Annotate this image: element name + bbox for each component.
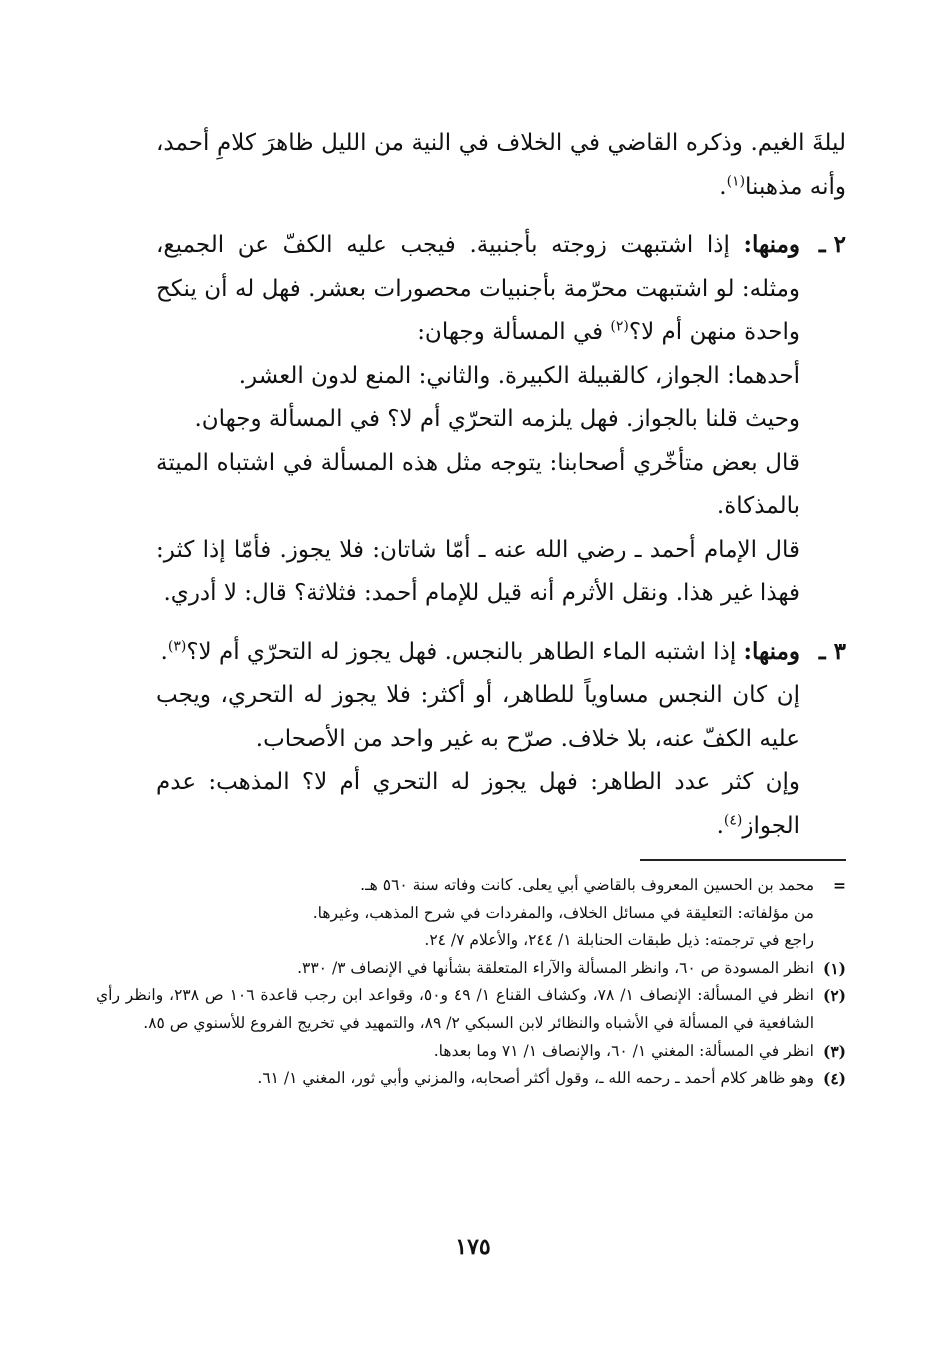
footnote-ref[interactable]: (٣) <box>167 637 187 654</box>
main-text <box>156 122 846 848</box>
item-paragraph: وإن كثر عدد الطاهر: فهل يجوز له التحري أم لا؟ المذهب: عدم الجواز$^{(٤)}$. <box>156 769 800 839</box>
item-number: ٢ ـ <box>818 231 846 258</box>
footnote-2 <box>96 982 846 1037</box>
footnote-divider <box>640 859 846 861</box>
footnote-line: انظر في المسألة: الإنصاف ١/ ٧٨، وكشاف القناع ١/ ٤٩ و٥٠، وقواعد ابن رجب قاعدة ١٠٦ ص ٢٣٨، وانظر رأي الشافعية في المسألة في الأشباه والنظائر لابن السبكي ٢/ ٨٩، والتمهيد في تخريج الفروع للأسنوي ص ٨٥. <box>96 986 814 1032</box>
footnote-marker: (٣) <box>822 1041 846 1061</box>
item-body <box>156 630 800 849</box>
item-paragraph: إن كان النجس مساوياً للطاهر، أو أكثر: فلا يجوز له التحري، ويجب عليه الكفّ عنه، بلا خلاف. صرّح به غير واحد من الأصحاب. <box>156 682 800 752</box>
item-paragraph: ومنها: إذا اشتبه الماء الطاهر بالنجس. فهل يجوز له التحرّي أم لا؟$^{(٣)}$. <box>160 637 800 665</box>
item-lead: ومنها: <box>743 231 801 258</box>
footnote-line: راجع في ترجمته: ذيل طبقات الحنابلة ١/ ٢٤٤، والأعلام ٧/ ٢٤. <box>424 931 814 950</box>
footnote-4 <box>96 1065 846 1093</box>
footnote-ref[interactable]: (٢) <box>610 318 629 335</box>
footnote-1 <box>96 955 846 983</box>
footnote-line: من مؤلفاته: التعليقة في مسائل الخلاف، والمفردات في شرح المذهب، وغيرها. <box>312 903 814 922</box>
item-3 <box>156 630 846 849</box>
footnotes <box>96 872 846 1093</box>
item-paragraph: ومنها: إذا اشتبهت زوجته بأجنبية. فيجب عليه الكفّ عن الجميع، ومثله: لو اشتبهت محرّمة بأجنبيات محصورات بعشر. فهل له أن ينكح واحدة منهن أم لا؟$^{(٢)}$ في المسألة وجهان: <box>156 231 801 345</box>
intro-paragraph: ليلةَ الغيم. وذكره القاضي في الخلاف في النية من الليل ظاهرَ كلامِ أحمد، وأنه مذهبنا$^{(١)}$. <box>156 130 846 200</box>
footnote-marker: (٤) <box>822 1069 846 1089</box>
item-paragraph: أحدهما: الجواز، كالقبيلة الكبيرة. والثاني: المنع لدون العشر. <box>238 362 800 389</box>
footnote-line: محمد بن الحسين المعروف بالقاضي أبي يعلى. كانت وفاته سنة ٥٦٠ هـ. <box>360 876 814 894</box>
item-paragraph: وحيث قلنا بالجواز. فهل يلزمه التحرّي أم لا؟ في المسألة وجهان. <box>194 406 800 432</box>
footnote-3 <box>96 1038 846 1066</box>
footnote-ref[interactable]: (١) <box>726 172 746 189</box>
footnote-continued <box>96 872 846 955</box>
footnote-marker: (٢) <box>822 986 846 1006</box>
item-lead: ومنها: <box>743 637 800 665</box>
item-paragraph: قال الإمام أحمد ـ رضي الله عنه ـ أمّا شاتان: فلا يجوز. فأمّا إذا كثر: فهذا غير هذا. ونقل الأثرم أنه قيل للإمام أحمد: فثلاثة؟ قال: لا أدري. <box>156 536 800 606</box>
footnote-ref[interactable]: (٤) <box>723 811 743 828</box>
item-body <box>156 223 800 616</box>
footnote-marker: = <box>833 876 846 895</box>
footnote-line: انظر في المسألة: المغني ١/ ٦٠، والإنصاف ١/ ٧١ وما بعدها. <box>433 1041 814 1060</box>
page-number: ١٧٥ <box>455 1234 491 1260</box>
intro-text: ليلةَ الغيم. وذكره القاضي في الخلاف في النية من الليل ظاهرَ كلامِ أحمد، وأنه مذهبنا <box>156 130 846 200</box>
item-2 <box>156 223 846 616</box>
item-paragraph: قال بعض متأخّري أصحابنا: يتوجه مثل هذه المسألة في اشتباه الميتة بالمذكاة. <box>156 449 800 519</box>
item-number: ٣ ـ <box>818 637 846 665</box>
footnote-line: وهو ظاهر كلام أحمد ـ رحمه الله ـ، وقول أكثر أصحابه، والمزني وأبي ثور، المغني ١/ ٦١. <box>257 1069 814 1088</box>
footnote-marker: (١) <box>822 958 846 978</box>
footnote-line: انظر المسودة ص ٦٠، وانظر المسألة والآراء المتعلقة بشأنها في الإنصاف ٣/ ٣٣٠. <box>297 958 814 977</box>
